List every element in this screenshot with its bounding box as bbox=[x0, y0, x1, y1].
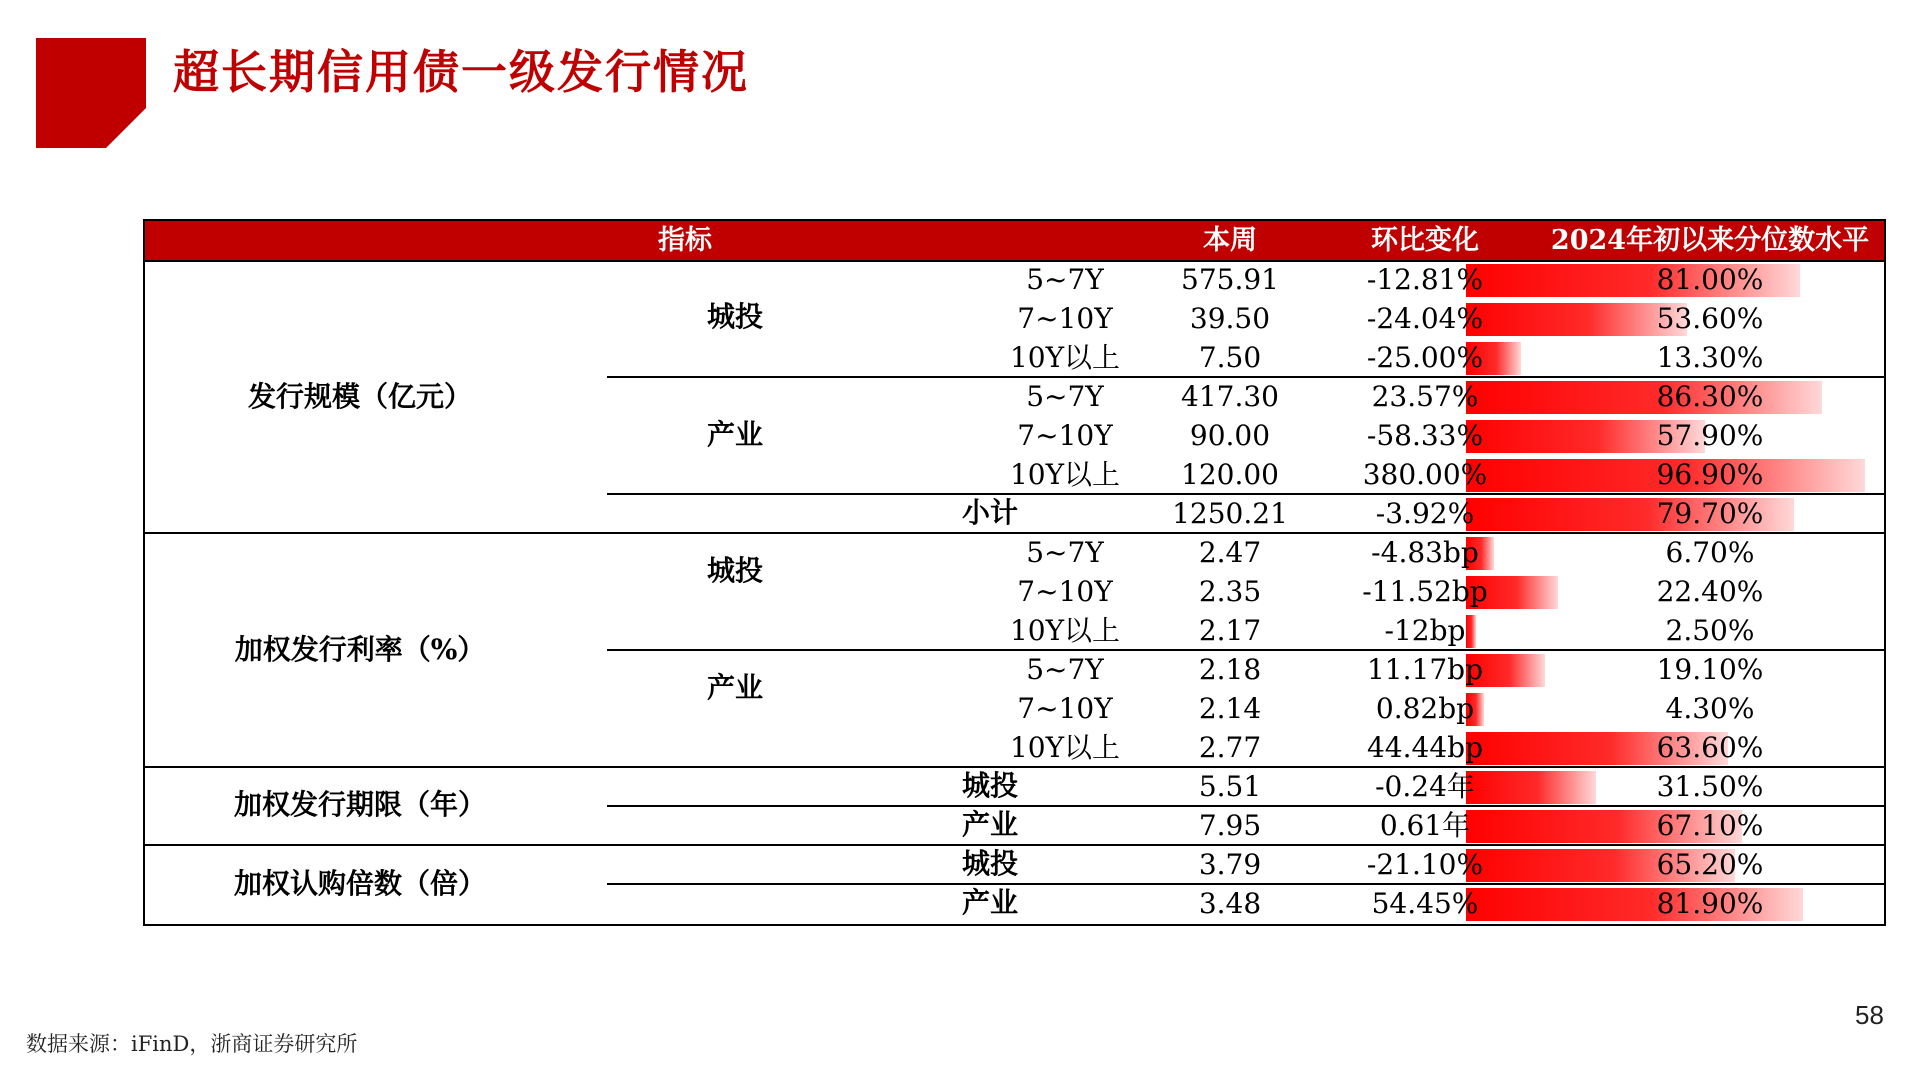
term-cell: 7~10Y bbox=[1017, 302, 1113, 335]
value-cell: 417.30 bbox=[1181, 380, 1279, 413]
value-cell: 2.18 bbox=[1198, 653, 1262, 686]
value-cell: 2.35 bbox=[1198, 575, 1262, 608]
change-cell: 0.82bp bbox=[1375, 692, 1475, 725]
term-cell: 10Y以上 bbox=[1009, 341, 1121, 374]
change-cell: -11.52bp bbox=[1362, 575, 1488, 608]
section-label-rate: 加权发行利率（%） bbox=[234, 633, 486, 666]
subgroup-chengtou: 城投 bbox=[706, 300, 763, 333]
header-indicator: 指标 bbox=[658, 225, 712, 256]
header-percentile: 2024年初以来分位数水平 bbox=[1550, 225, 1870, 256]
percentile-cell: 96.90% bbox=[1656, 458, 1764, 491]
value-cell: 5.51 bbox=[1198, 770, 1262, 803]
section-label-tenor: 加权发行期限（年） bbox=[233, 788, 486, 821]
change-cell: 44.44bp bbox=[1366, 731, 1483, 764]
term-cell: 5~7Y bbox=[1026, 536, 1104, 569]
subgroup-chengtou: 城投 bbox=[706, 554, 763, 587]
term-cell: 7~10Y bbox=[1017, 692, 1113, 725]
section-label-cover: 加权认购倍数（倍） bbox=[233, 867, 486, 900]
change-cell: -24.04% bbox=[1366, 302, 1484, 335]
change-cell: -21.10% bbox=[1366, 848, 1484, 881]
value-cell: 3.79 bbox=[1198, 848, 1262, 881]
change-cell: -0.24年 bbox=[1375, 770, 1475, 803]
subtotal-change: -3.92% bbox=[1375, 497, 1475, 530]
percentile-cell: 65.20% bbox=[1656, 848, 1764, 881]
percentile-cell: 57.90% bbox=[1656, 419, 1764, 452]
percentile-cell: 81.90% bbox=[1656, 887, 1764, 920]
percentile-cell: 63.60% bbox=[1656, 731, 1764, 764]
percentile-cell: 4.30% bbox=[1665, 692, 1755, 725]
percentile-cell: 81.00% bbox=[1656, 263, 1764, 296]
percentile-cell: 19.10% bbox=[1656, 653, 1764, 686]
tenor-chanye: 产业 bbox=[961, 808, 1018, 841]
value-cell: 575.91 bbox=[1181, 263, 1279, 296]
header-wow-change: 环比变化 bbox=[1371, 225, 1479, 256]
cover-chengtou: 城投 bbox=[961, 847, 1018, 880]
change-cell: -4.83bp bbox=[1371, 536, 1479, 569]
percentile-cell: 86.30% bbox=[1656, 380, 1764, 413]
tenor-chengtou: 城投 bbox=[961, 769, 1018, 802]
value-cell: 90.00 bbox=[1189, 419, 1271, 452]
subtotal-percentile: 79.70% bbox=[1656, 497, 1764, 530]
change-cell: -12.81% bbox=[1366, 263, 1484, 296]
value-cell: 2.47 bbox=[1198, 536, 1262, 569]
value-cell: 2.17 bbox=[1198, 614, 1262, 647]
term-cell: 7~10Y bbox=[1017, 575, 1113, 608]
change-cell: 23.57% bbox=[1371, 380, 1479, 413]
value-cell: 120.00 bbox=[1181, 458, 1279, 491]
change-cell: -25.00% bbox=[1366, 341, 1484, 374]
percentile-cell: 67.10% bbox=[1656, 809, 1764, 842]
change-cell: 54.45% bbox=[1371, 887, 1479, 920]
subgroup-chanye: 产业 bbox=[706, 418, 763, 451]
term-cell: 7~10Y bbox=[1017, 419, 1113, 452]
section-label-scale: 发行规模（亿元） bbox=[247, 380, 472, 413]
value-cell: 7.95 bbox=[1198, 809, 1262, 842]
subgroup-chanye: 产业 bbox=[706, 671, 763, 704]
page-number: 58 bbox=[1855, 1000, 1884, 1030]
value-cell: 3.48 bbox=[1198, 887, 1262, 920]
source-note: 数据来源：iFinD，浙商证券研究所 bbox=[26, 1032, 358, 1056]
change-cell: 11.17bp bbox=[1366, 653, 1483, 686]
term-cell: 10Y以上 bbox=[1009, 614, 1121, 647]
term-cell: 5~7Y bbox=[1026, 380, 1104, 413]
value-cell: 2.77 bbox=[1198, 731, 1262, 764]
header-this-week: 本周 bbox=[1203, 225, 1257, 256]
cover-chanye: 产业 bbox=[961, 886, 1018, 919]
term-cell: 5~7Y bbox=[1026, 653, 1104, 686]
corner-logo-mark bbox=[36, 38, 146, 148]
value-cell: 39.50 bbox=[1189, 302, 1271, 335]
percentile-cell: 53.60% bbox=[1656, 302, 1764, 335]
term-cell: 10Y以上 bbox=[1009, 731, 1121, 764]
page-title: 超长期信用债一级发行情况 bbox=[173, 45, 749, 99]
percentile-cell: 22.40% bbox=[1656, 575, 1764, 608]
percentile-cell: 31.50% bbox=[1656, 770, 1764, 803]
change-cell: -58.33% bbox=[1366, 419, 1484, 452]
percentile-cell: 6.70% bbox=[1665, 536, 1755, 569]
value-cell: 2.14 bbox=[1198, 692, 1262, 725]
percentile-cell: 2.50% bbox=[1665, 614, 1755, 647]
change-cell: 380.00% bbox=[1362, 458, 1488, 491]
subtotal-value: 1250.21 bbox=[1172, 497, 1288, 530]
issuance-table bbox=[143, 219, 1886, 926]
term-cell: 10Y以上 bbox=[1009, 458, 1121, 491]
subtotal-label: 小计 bbox=[961, 496, 1018, 529]
change-cell: -12bp bbox=[1384, 614, 1466, 647]
change-cell: 0.61年 bbox=[1379, 809, 1471, 842]
percentile-cell: 13.30% bbox=[1656, 341, 1764, 374]
value-cell: 7.50 bbox=[1198, 341, 1262, 374]
term-cell: 5~7Y bbox=[1026, 263, 1104, 296]
